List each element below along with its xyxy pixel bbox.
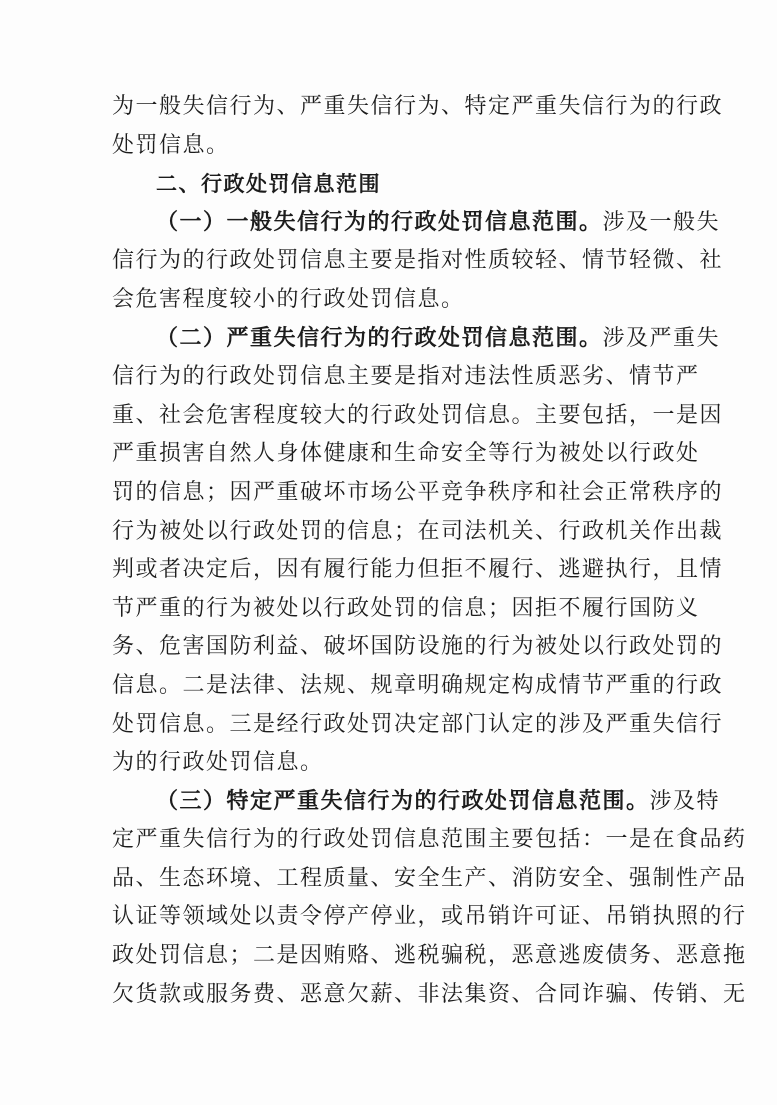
subsection-heading: （一）一般失信行为的行政处罚信息范围。 [156, 209, 603, 235]
subsection-heading: （二）严重失信行为的行政处罚信息范围。 [156, 325, 603, 351]
text-line: 为一般失信行为、严重失信行为、特定严重失信行为的行政 [112, 94, 724, 119]
paragraph-lead-line [112, 204, 721, 243]
text-line: 信息。二是法律、法规、规章明确规定构成情节严重的行政 [112, 672, 724, 698]
text-line: 务、危害国防利益、破坏国防设施的行为被处以行政处罚的 [112, 634, 724, 660]
text-line: 处罚信息。三是经行政处罚决定部门认定的涉及严重失信行 [112, 711, 724, 737]
text-run: 涉及一般失 [602, 209, 721, 235]
text-line: 认证等领域处以责令停产停业，或吊销许可证、吊销执照的行 [112, 904, 747, 930]
text-line: 政处罚信息；二是因贿赂、逃税骗税，恶意逃废债务、恶意拖 [112, 943, 747, 969]
paragraph-lead-line [112, 783, 721, 822]
text-line: 处罚信息。 [112, 132, 230, 158]
text-line: 判或者决定后，因有履行能力但拒不履行、逃避执行，且情 [112, 557, 724, 583]
text-line: 品、生态环境、工程质量、安全生产、消防安全、强制性产品 [112, 865, 747, 891]
text-run: 涉及严重失 [602, 325, 721, 351]
text-run: 涉及特 [649, 788, 721, 814]
section-heading: 二、行政处罚信息范围 [156, 172, 381, 197]
subsection-heading: （三）特定严重失信行为的行政处罚信息范围。 [156, 788, 650, 814]
document-body [112, 88, 747, 1014]
text-line: 为的行政处罚信息。 [112, 750, 324, 776]
paragraph-lead-line [112, 320, 721, 359]
text-line: 欠货款或服务费、恶意欠薪、非法集资、合同诈骗、传销、无 [112, 981, 747, 1007]
text-line: 严重损害自然人身体健康和生命安全等行为被处以行政处 [112, 441, 700, 467]
text-line: 罚的信息；因严重破坏市场公平竞争秩序和社会正常秩序的 [112, 479, 724, 505]
text-line: 信行为的行政处罚信息主要是指对违法性质恶劣、情节严 [112, 364, 700, 390]
text-line: 定严重失信行为的行政处罚信息范围主要包括：一是在食品药 [112, 827, 747, 853]
text-line: 节严重的行为被处以行政处罚的信息；因拒不履行国防义 [112, 595, 700, 621]
text-line: 会危害程度较小的行政处罚信息。 [112, 286, 465, 312]
text-line: 行为被处以行政处罚的信息；在司法机关、行政机关作出裁 [112, 518, 724, 544]
text-line: 重、社会危害程度较大的行政处罚信息。主要包括，一是因 [112, 402, 724, 428]
text-line: 信行为的行政处罚信息主要是指对性质较轻、情节轻微、社 [112, 248, 724, 274]
